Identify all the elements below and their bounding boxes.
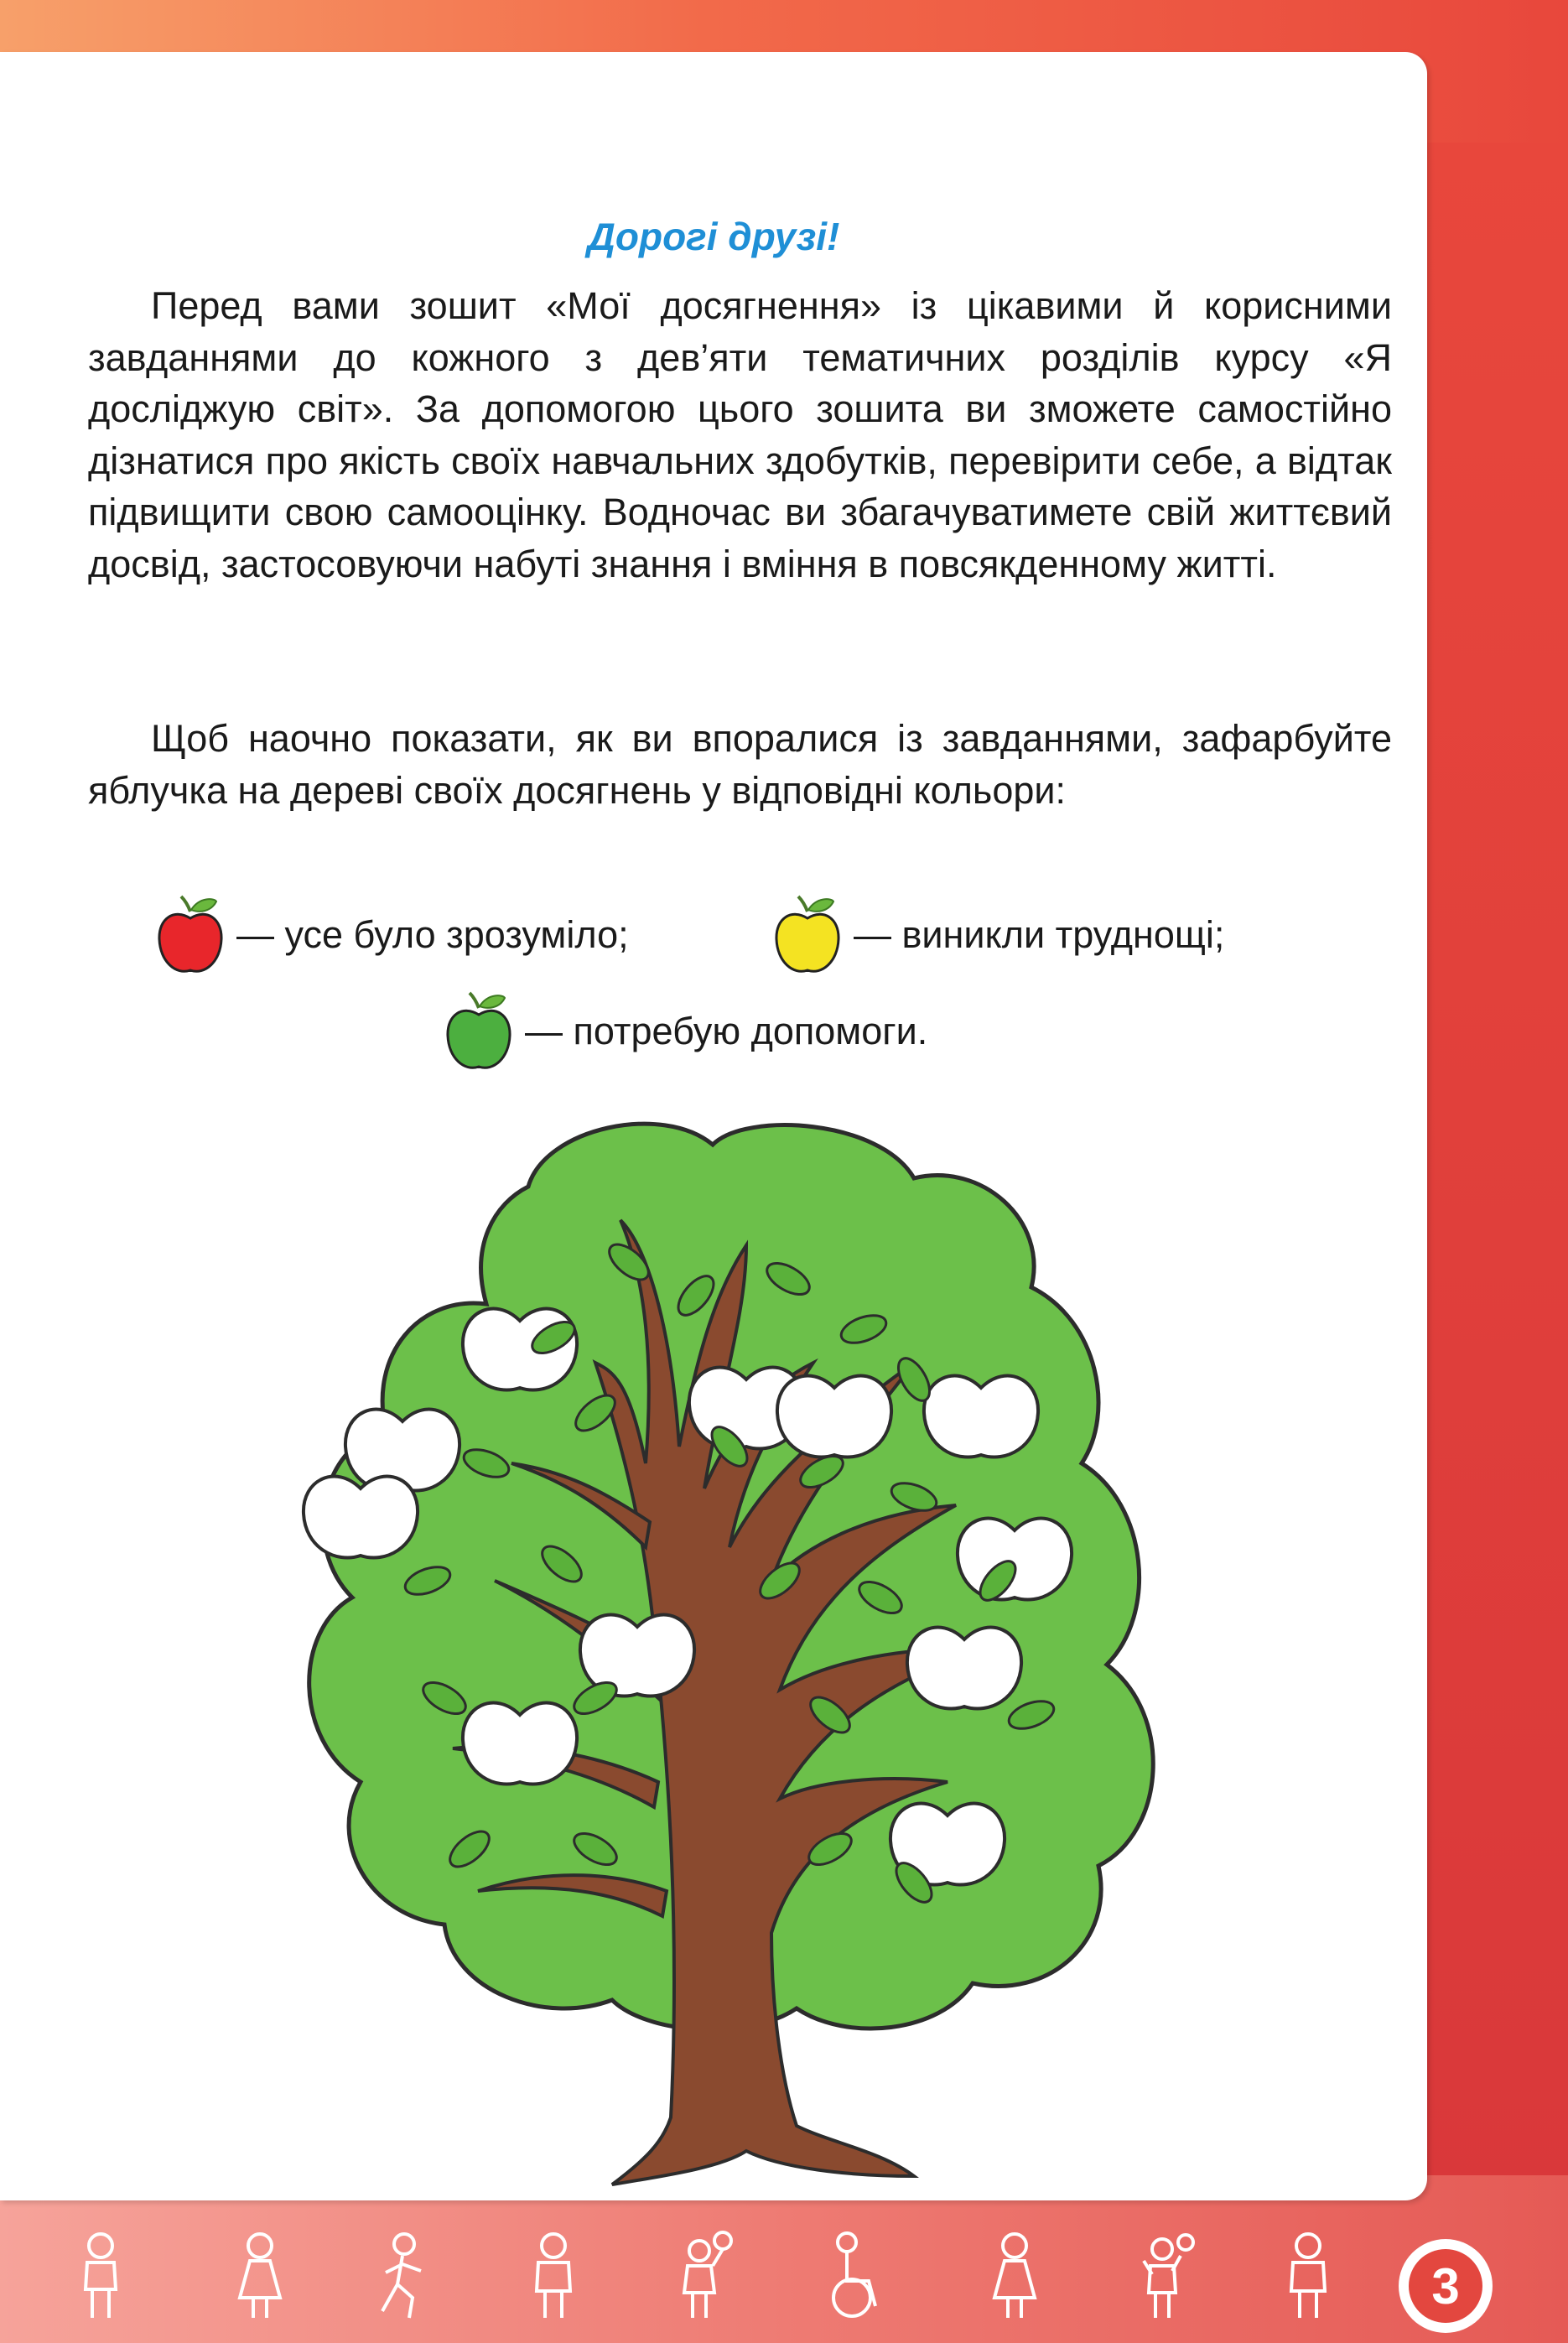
instruction-paragraph: Щоб наочно показати, як ви впоралися із завданнями, зафарбуйте яблучка на дереві своїх досягнень у відповідні кольори: <box>88 717 1392 812</box>
legend-item-need-help <box>444 990 927 1073</box>
running-child-icon <box>369 2231 436 2323</box>
footer-icons-row <box>50 2231 1358 2323</box>
child-with-flower-icon <box>1132 2231 1199 2323</box>
legend-label-need-help: — потребую допомоги. <box>525 1010 928 1052</box>
child-with-balloon-icon <box>671 2231 738 2323</box>
green-apple-icon <box>444 990 513 1073</box>
page-title: Дорогі друзі! <box>587 215 840 258</box>
wheelchair-child-icon <box>822 2231 889 2323</box>
achievement-tree <box>277 1111 1216 2193</box>
legend-label-difficulties: — виникли труднощі; <box>854 913 1225 956</box>
boy-icon <box>67 2231 134 2323</box>
red-apple-icon <box>156 893 225 977</box>
intro-paragraph: Перед вами зошит «Мої досягнення» із цікавими й корисними завданнями до кожного з дев’яти тематичних розділів курсу «Я досліджую світ». За допомогою цього зошита ви зможете самостійно дізнатися про якість своїх навчальних здобутків, перевірити себе, а відтак підвищити свою самооцінку. Водночас ви збагачуватимете свій життєвий досвід, застосовуючи набуті знання і вміння в повсякденному житті. <box>88 284 1392 585</box>
legend-label-understood: — усе було зрозуміло; <box>236 913 629 956</box>
page-number: 3 <box>1409 2249 1482 2323</box>
girl-icon <box>226 2231 293 2323</box>
girl-icon <box>981 2231 1048 2323</box>
child-icon <box>520 2231 587 2323</box>
legend-item-difficulties <box>773 893 1224 977</box>
yellow-apple-icon <box>773 893 842 977</box>
page-number-badge <box>1399 2239 1493 2333</box>
child-icon <box>1275 2231 1342 2323</box>
tree-illustration <box>277 1111 1216 2193</box>
legend-item-understood <box>156 893 629 977</box>
right-band <box>1425 143 1568 2205</box>
